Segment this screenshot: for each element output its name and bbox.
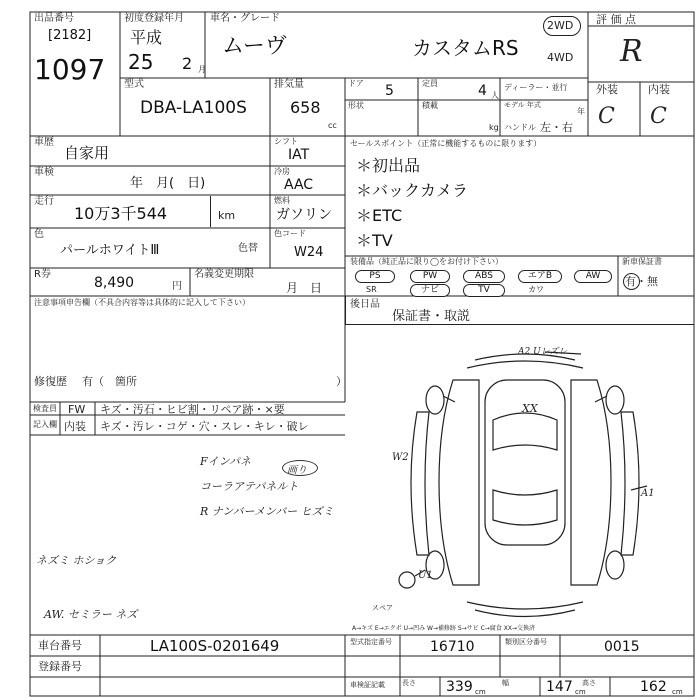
- mileage-divider: [210, 196, 211, 227]
- repair-value: 有（ 箇所: [82, 375, 137, 388]
- class-label: 類別区分番号: [505, 638, 547, 646]
- history-label: 車歴: [34, 137, 54, 148]
- selling-points-label: セールスポイント（正常に機能するものに限ります）: [350, 139, 542, 148]
- interior-label: 内装: [648, 83, 670, 96]
- color-code-value: W24: [294, 245, 324, 260]
- later-divider: [345, 296, 346, 324]
- fuel-label: 燃料: [274, 196, 290, 205]
- selling-point-3: ＊ETC: [356, 206, 403, 225]
- capacity-unit: 人: [491, 91, 499, 100]
- equip-navi: ナビ: [410, 284, 450, 297]
- drive-2wd: 2WD: [547, 19, 574, 32]
- capacity: 4: [478, 83, 487, 99]
- name-change-label: 名義変更期限: [194, 269, 254, 280]
- car-grade: カスタムRS: [412, 36, 519, 60]
- shape-label: 形状: [348, 101, 364, 110]
- model-year-unit: 年: [577, 107, 585, 116]
- selling-point-4: ＊TV: [356, 231, 393, 250]
- handwritten-note-3: R ナンバーメンバー ヒズミ: [200, 505, 334, 518]
- inspection-value: 年 月( 日): [130, 176, 206, 191]
- recycle-unit: 円: [172, 281, 182, 292]
- model-label: 型式: [124, 79, 144, 90]
- warranty-label: 新車保証書: [622, 257, 662, 266]
- width-value: 147: [546, 679, 573, 695]
- height-unit: cm: [672, 688, 683, 696]
- equipment-label: 装備品（純正品に限り◯をお付け下さい）: [350, 257, 503, 266]
- reg-month: 2: [182, 54, 193, 73]
- selling-point-2: ＊バックカメラ: [356, 181, 469, 200]
- ac-label: 冷房: [274, 167, 290, 176]
- registration-label: 登録番号: [38, 660, 82, 673]
- width-label: 幅: [502, 679, 509, 687]
- dealer-label: ディーラー・並行: [504, 83, 568, 92]
- equip-sr: SR: [366, 285, 377, 294]
- handle-label: ハンドル: [504, 123, 536, 132]
- color-code-label: 色コード: [274, 229, 306, 238]
- mileage-label: 走行: [34, 196, 54, 207]
- chassis-label: 車台番号: [38, 639, 82, 652]
- handwritten-note-2: コーラアテパネルト: [200, 480, 299, 493]
- load-unit: kg: [489, 123, 499, 132]
- score-label: 評 価 点: [596, 13, 636, 26]
- capacity-label: 定員: [422, 79, 438, 88]
- equip-aw: AW: [574, 270, 612, 283]
- doors-label: ドア: [348, 79, 364, 88]
- later-items-label: 後日品: [350, 299, 380, 310]
- repair-label: 修復歴: [34, 375, 67, 388]
- inspector-interior-items: キズ・汚レ・コゲ・穴・スレ・キレ・破レ: [100, 420, 309, 433]
- chassis-number: LA100S-0201649: [150, 637, 280, 655]
- damage-legend: A→キズ E→エクボ U→凹み W→補修跡 S→サビ C→腐食 XX→交換済: [352, 625, 535, 632]
- era: 平成: [130, 28, 163, 47]
- type-spec-label: 型式指定番号: [350, 638, 392, 646]
- displacement: 658: [290, 98, 321, 117]
- fuel-value: ガソリン: [276, 207, 332, 223]
- diagram-mark-u1: U1: [418, 570, 433, 581]
- inspector-interior: 内装: [64, 420, 86, 433]
- ac-value: AAC: [284, 177, 314, 193]
- mileage-unit: km: [218, 209, 236, 222]
- exterior-grade: C: [598, 104, 615, 129]
- height-value: 162: [640, 679, 667, 695]
- warranty-value: 有・無: [625, 275, 658, 288]
- car-name: ムーヴ: [222, 34, 287, 59]
- first-reg-label: 初度登録年月: [124, 13, 184, 24]
- month-unit: 月: [198, 65, 206, 74]
- width-unit: cm: [575, 688, 586, 696]
- history-value: 自家用: [64, 144, 110, 162]
- reg-year: 25: [128, 50, 154, 74]
- repaint-label: 色替: [238, 243, 258, 254]
- handwritten-note-1: Fインパネ: [200, 455, 251, 468]
- car-name-label: 車名・グレード: [210, 13, 280, 24]
- drive-4wd: 4WD: [547, 51, 574, 64]
- inspector-fw-items: キズ・汚石・ヒビ割・リペア跡・×要: [100, 403, 285, 416]
- color-label: 色: [34, 229, 44, 240]
- equip-abs: ABS: [463, 270, 505, 283]
- diagram-mark-front: A2 Uレズレ: [518, 347, 568, 357]
- class-value: 0015: [604, 639, 640, 655]
- recycle-value: 8,490: [94, 275, 135, 291]
- interior-grade: C: [650, 104, 667, 129]
- shift-label: シフト: [274, 137, 298, 146]
- diagram-mark-w2: W2: [392, 452, 409, 463]
- mileage-value: 10万3千544: [74, 204, 168, 223]
- lot-number: 1097: [34, 53, 106, 86]
- lot-label: 出品番号: [34, 13, 74, 24]
- later-items-value: 保証書・取説: [392, 309, 471, 324]
- notes-label: 注意事項申告欄（不具合内容等は具体的に記入して下さい）: [34, 298, 250, 307]
- equip-tv: TV: [463, 284, 505, 297]
- displacement-unit: cc: [328, 121, 337, 130]
- length-label: 長さ: [402, 679, 416, 687]
- handwritten-note-1b: 画り: [287, 465, 307, 476]
- recycle-label: R券: [34, 269, 51, 280]
- diagram-mark-a1: A1: [641, 488, 655, 499]
- car-damage-diagram: [395, 340, 655, 630]
- inspector-fw: FW: [68, 403, 86, 416]
- handwritten-note-5: AW. セミラー ネズ: [44, 608, 138, 621]
- later-bottom-line: [345, 324, 694, 325]
- equip-pw: PW: [410, 270, 450, 283]
- length-unit: cm: [475, 688, 486, 696]
- diagram-mark-xx: XX: [522, 402, 538, 415]
- inspection-label: 車検: [34, 167, 54, 178]
- model-code: DBA-LA100S: [140, 98, 247, 118]
- length-value: 339: [446, 679, 473, 695]
- equip-airbag: エアB: [518, 270, 562, 283]
- color-value: パールホワイトⅢ: [60, 243, 160, 258]
- type-spec-value: 16710: [430, 639, 475, 655]
- overall-score: R: [620, 34, 643, 69]
- dimension-label: 車検証記載: [350, 681, 385, 689]
- inspector-label-2: 記入欄: [33, 420, 57, 429]
- model-year-label: モデル 年式: [504, 101, 541, 109]
- equip-ps: PS: [355, 270, 395, 283]
- load-label: 積載: [422, 101, 438, 110]
- name-change-value: 月 日: [286, 281, 323, 295]
- displacement-label: 排気量: [274, 79, 304, 90]
- exterior-label: 外装: [596, 83, 618, 96]
- doors: 5: [385, 83, 394, 99]
- handle-side: 左・右: [540, 121, 573, 134]
- repair-close: ）: [336, 375, 347, 388]
- inspector-label-1: 検査員: [33, 404, 57, 413]
- selling-point-1: ＊初出品: [356, 156, 421, 175]
- lot-code: [2182]: [48, 28, 92, 43]
- equip-leather: カワ: [528, 285, 544, 294]
- handwritten-note-4: ネズミ ホショク: [36, 554, 117, 567]
- spare-label: スペア: [372, 604, 393, 612]
- shift-value: IAT: [288, 147, 310, 163]
- height-label: 高さ: [582, 679, 596, 687]
